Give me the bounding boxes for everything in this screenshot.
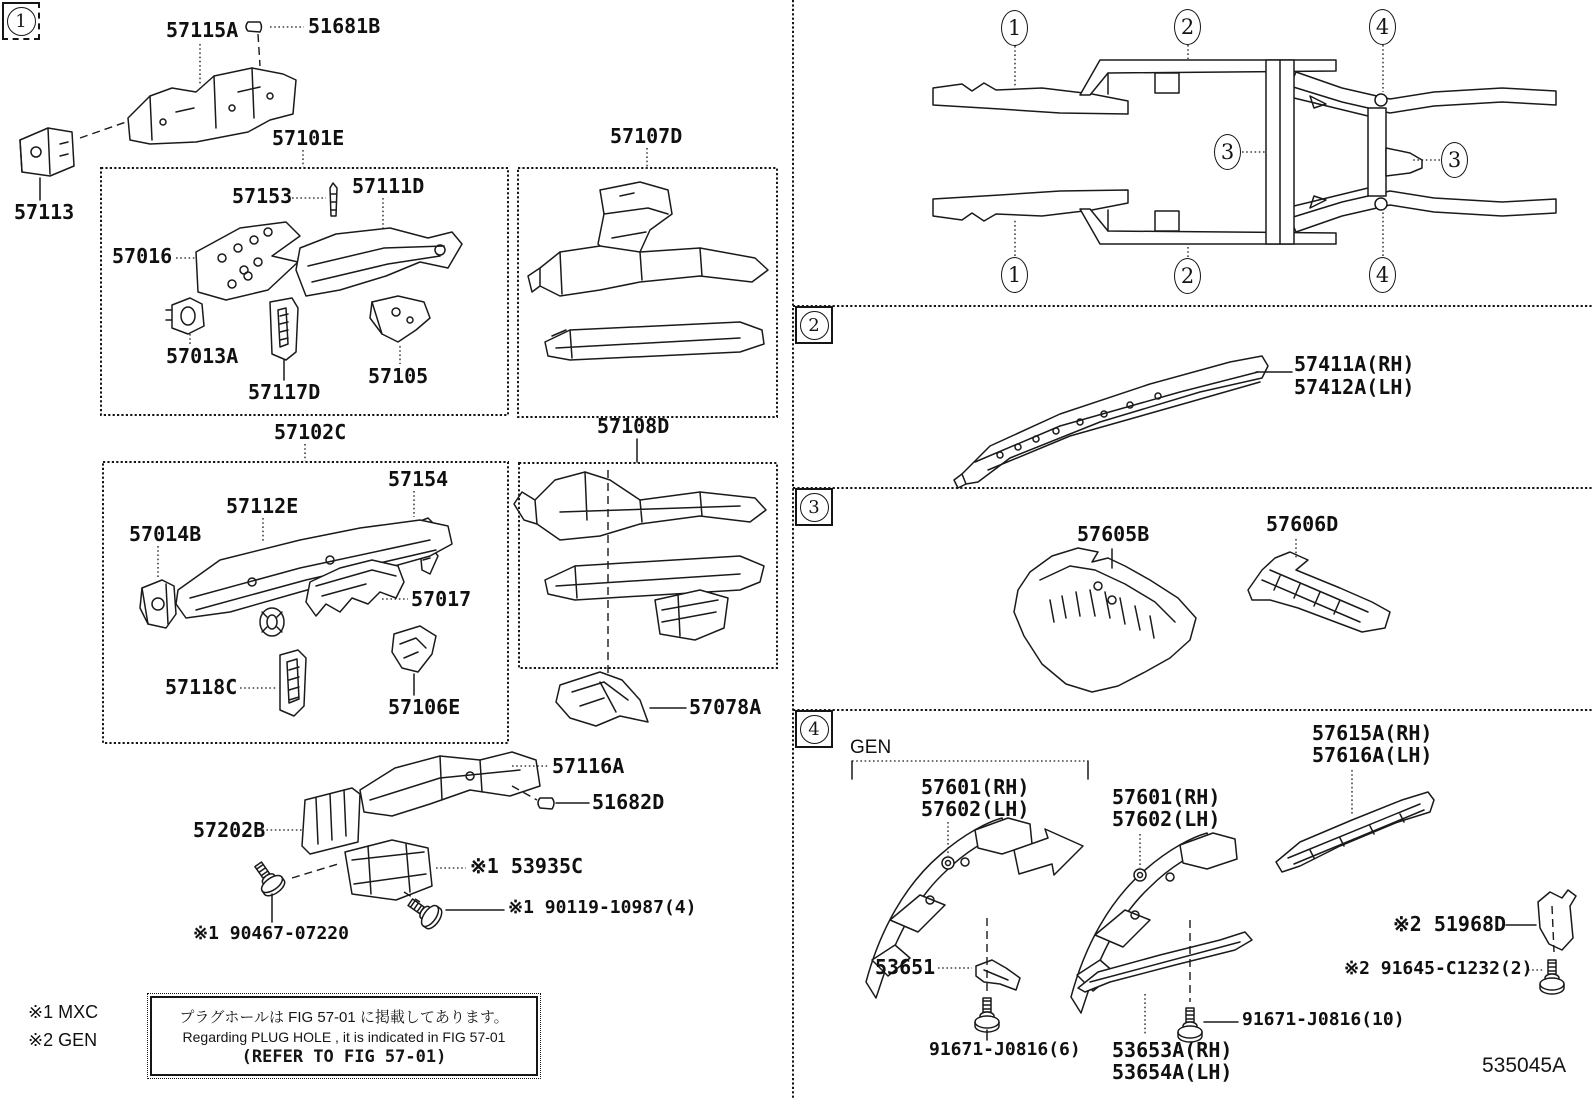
box-label-57102c[interactable]: 57102C (274, 420, 347, 444)
part-label-53653a[interactable]: 53653A(RH) (1112, 1038, 1233, 1062)
drawing-57105-gusset (370, 296, 430, 342)
drawing-57605b-pan (1014, 548, 1196, 692)
drawing-57606d-crossmember (1248, 539, 1390, 632)
callout-1-bottom[interactable]: 1 (1001, 257, 1028, 293)
part-label-53654a[interactable]: 53654A(LH) (1112, 1060, 1233, 1084)
bolt-91645-icon (1540, 960, 1564, 994)
part-label-57017[interactable]: 57017 (411, 587, 472, 611)
drawing-57116a-rail (360, 752, 540, 816)
drawing-57411-rocker (954, 356, 1292, 488)
bolt-91671-6-icon (975, 998, 999, 1032)
box-label-57101e[interactable]: 57101E (272, 126, 345, 150)
figure-number: 535045A (1482, 1054, 1567, 1077)
drawing-57106e-gusset (392, 626, 436, 672)
drawing-57016-plate (196, 222, 300, 300)
callout-3-left[interactable]: 3 (1214, 134, 1241, 170)
part-label-57602[interactable]: 57602(LH) (1112, 807, 1221, 831)
part-label-57606d[interactable]: 57606D (1266, 512, 1339, 536)
badge-1-number: 1 (15, 10, 27, 32)
badge-2-number: 2 (808, 314, 820, 336)
section-badge-1 (2, 2, 40, 40)
part-label-91671-10[interactable]: 91671-J0816(10) (1242, 1009, 1405, 1030)
callout-4-top[interactable]: 4 (1369, 9, 1396, 45)
part-label-57615a[interactable]: 57615A(RH) (1312, 721, 1433, 745)
note-japanese: プラグホールは FIG 57-01 に掲載してあります。 (179, 1008, 509, 1026)
drawing-washer (260, 608, 284, 636)
part-label-51682d[interactable]: 51682D (592, 790, 665, 814)
section-badge-3 (795, 488, 833, 526)
drawing-57153-pin (330, 183, 337, 216)
part-label-57412a[interactable]: 57412A(LH) (1294, 375, 1415, 399)
part-label-57411a[interactable]: 57411A(RH) (1294, 352, 1415, 376)
part-label-57602-gen[interactable]: 57602(LH) (921, 797, 1030, 821)
part-label-57116a[interactable]: 57116A (552, 754, 625, 778)
part-label-53651[interactable]: 53651 (875, 955, 936, 979)
part-label-57111d[interactable]: 57111D (352, 174, 425, 198)
part-label-53935c[interactable]: ※1 53935C (470, 854, 584, 878)
legend-gen: ※2 GEN (28, 1030, 98, 1050)
part-label-57105[interactable]: 57105 (368, 364, 429, 388)
box-label-57107d[interactable]: 57107D (610, 124, 683, 148)
drawing-57014b-bracket (140, 580, 176, 628)
bolt-90467-icon (248, 857, 287, 899)
drawing-53935c-torque-box (345, 840, 432, 900)
drawing-57115a-member (128, 68, 296, 144)
part-label-57616a[interactable]: 57616A(LH) (1312, 743, 1433, 767)
note-english: Regarding PLUG HOLE , it is indicated in FIG 57-01 (182, 1028, 506, 1045)
drawing-51968d-bracket (1538, 890, 1576, 952)
bolt-90119-icon (403, 892, 445, 931)
drawing-57078a-bracket (556, 672, 648, 726)
legend-mxc: ※1 MXC (28, 1002, 99, 1022)
part-label-90119[interactable]: ※1 90119-10987(4) (508, 897, 697, 918)
callout-1-top[interactable]: 1 (1001, 10, 1028, 46)
callout-3-right[interactable]: 3 (1441, 142, 1468, 178)
part-label-57113[interactable]: 57113 (14, 200, 75, 224)
part-label-57013a[interactable]: 57013A (166, 344, 239, 368)
part-label-57112e[interactable]: 57112E (226, 494, 299, 518)
callout-2-bottom[interactable]: 2 (1174, 258, 1201, 294)
drawing-57111d-rail (296, 228, 462, 296)
drawing-57202b-plate (302, 788, 360, 854)
drawing-53651-bracket (976, 960, 1020, 990)
part-label-57601-gen[interactable]: 57601(RH) (921, 775, 1030, 799)
part-label-57014b[interactable]: 57014B (129, 522, 202, 546)
note-reference: (REFER TO FIG 57-01) (241, 1046, 447, 1067)
drawing-57013a-grommet (166, 298, 204, 334)
drawing-57615a-rail (1276, 792, 1434, 872)
badge-3-number: 3 (808, 496, 820, 518)
drawing-51682d-clip (538, 798, 554, 809)
box-label-57108d[interactable]: 57108D (597, 414, 670, 438)
part-label-57117d[interactable]: 57117D (248, 380, 321, 404)
part-label-57078a[interactable]: 57078A (689, 695, 762, 719)
part-label-51681b[interactable]: 51681B (308, 14, 381, 38)
part-label-57016[interactable]: 57016 (112, 244, 173, 268)
callout-2-top[interactable]: 2 (1174, 9, 1201, 45)
badge-4-number: 4 (808, 718, 820, 740)
gen-variant-label: GEN (850, 737, 892, 758)
part-label-91671-6[interactable]: 91671-J0816(6) (929, 1039, 1081, 1060)
part-label-51968d[interactable]: ※2 51968D (1393, 912, 1507, 936)
section-badge-2 (795, 306, 833, 344)
dash-57113-to-57115a (80, 122, 126, 138)
drawing-57107d-parts (528, 182, 768, 360)
part-label-57202b[interactable]: 57202B (193, 818, 266, 842)
part-label-57118c[interactable]: 57118C (165, 675, 238, 699)
part-label-57154[interactable]: 57154 (388, 467, 449, 491)
section-badge-4 (795, 710, 833, 748)
part-label-57115a[interactable]: 57115A (166, 18, 239, 42)
part-label-90467[interactable]: ※1 90467-07220 (193, 923, 349, 944)
drawing-57108d-parts (514, 472, 766, 640)
bolt-91671-10-icon (1178, 1008, 1202, 1042)
drawing-57117d-bracket (270, 298, 298, 360)
part-label-57601[interactable]: 57601(RH) (1112, 785, 1221, 809)
drawing-57118c-bracket (280, 650, 306, 716)
part-label-57153[interactable]: 57153 (232, 184, 293, 208)
plug-hole-note (150, 996, 538, 1076)
part-label-57106e[interactable]: 57106E (388, 695, 461, 719)
drawing-57113-bracket (20, 128, 74, 176)
part-label-91645[interactable]: ※2 91645-C1232(2) (1344, 958, 1533, 979)
dash-51681b (258, 34, 260, 66)
part-label-57605b[interactable]: 57605B (1077, 522, 1150, 546)
drawing-51681b-clip (246, 22, 262, 32)
callout-4-bottom[interactable]: 4 (1369, 257, 1396, 293)
